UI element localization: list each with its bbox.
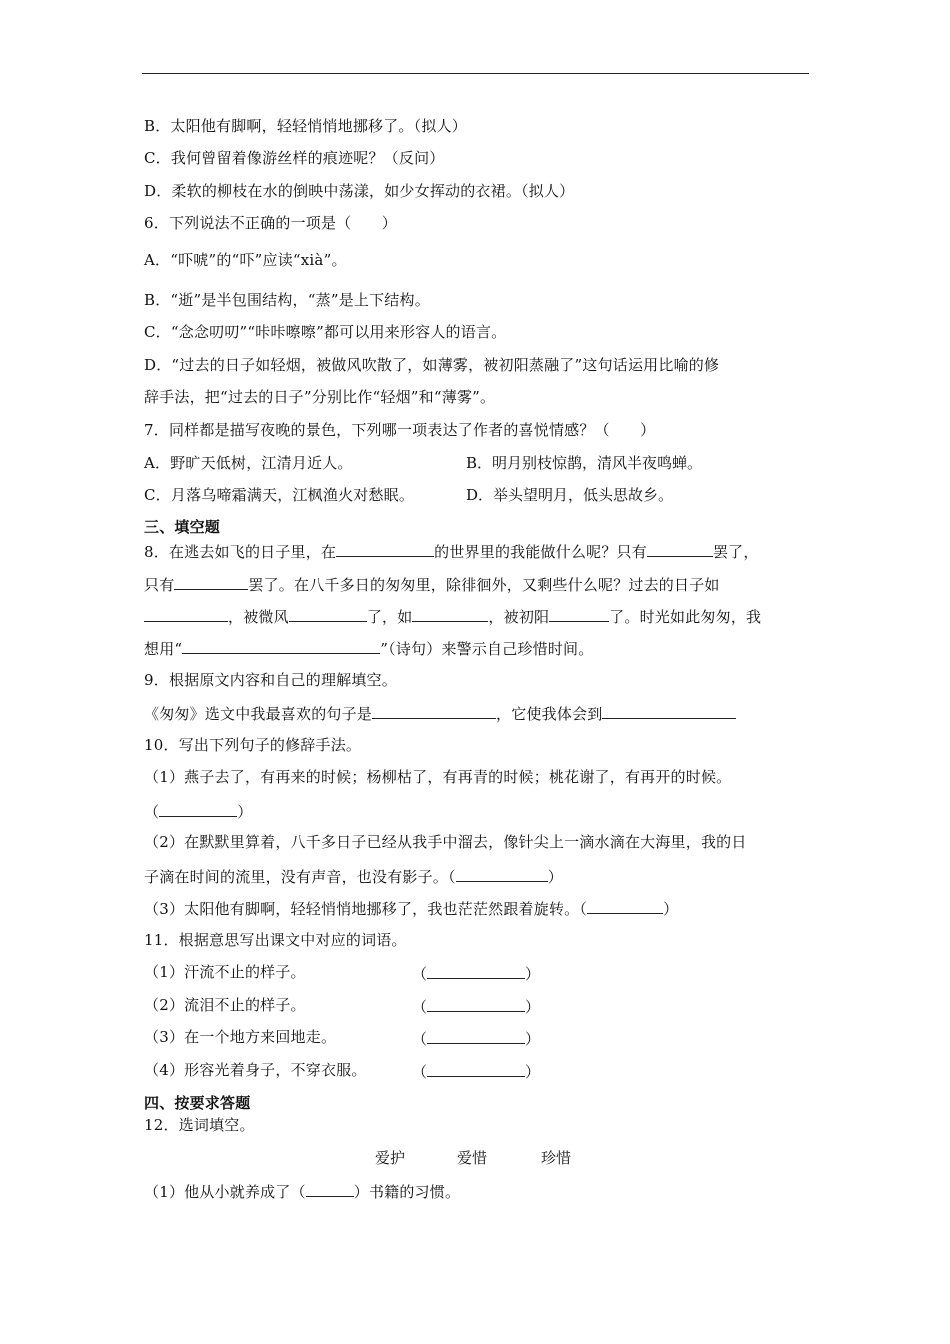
q11-blank-1[interactable] [427, 963, 525, 979]
q11-answer-2: （ ） [412, 998, 541, 1016]
q6-option-c: C．“念念叨叨”“咔咔嚓嚓”都可以用来形容人的语言。 [144, 323, 507, 341]
q8-line2: 只有 罢了。在八千多日的匆匆里，除徘徊外，又剩些什么呢？过去的日子如 [144, 576, 720, 594]
q10-blank-2[interactable] [456, 866, 548, 882]
q11-blank-4[interactable] [427, 1061, 525, 1077]
q7-option-d: D．举头望明月，低头思故乡。 [466, 486, 674, 504]
q10-sentence-3: （3）太阳他有脚啊，轻轻悄悄地挪移了，我也茫茫然跟着旋转。（ ） [144, 900, 679, 918]
section-3-heading: 三、填空题 [144, 518, 221, 536]
q6-option-d-line2: 辞手法，把“过去的日子”分别比作“轻烟”和“薄雾”。 [144, 388, 496, 406]
q11-blank-2[interactable] [427, 996, 525, 1012]
q9-blank-1[interactable] [372, 703, 496, 719]
q10-answer-1: （ ） [144, 803, 253, 821]
q8-line3: ，被微风 了，如 ，被初阳 了。时光如此匆匆，我 [144, 606, 761, 626]
q11-blank-3[interactable] [427, 1028, 525, 1044]
q6-option-d-line1: D．“过去的日子如轻烟，被做风吹散了，如薄雾，被初阳蒸融了”这句话运用比喻的修 [144, 356, 720, 374]
q12-word-3: 珍惜 [541, 1149, 572, 1167]
q12-word-1: 爱护 [375, 1149, 406, 1167]
q7-option-b: B．明月别枝惊鹊，清风半夜鸣蝉。 [466, 454, 703, 472]
q8-line1: 8．在逃去如飞的日子里，在 的世界里的我能做什么呢？只有 罢了， [144, 543, 759, 561]
q12-stem: 12．选词填空。 [144, 1116, 255, 1134]
q10-blank-3[interactable] [587, 898, 663, 914]
q10-stem: 10．写出下列句子的修辞手法。 [144, 736, 362, 754]
q8-blank-3[interactable] [174, 574, 248, 590]
q8-blank-2[interactable] [647, 541, 713, 557]
q8-blank-1[interactable] [336, 541, 434, 557]
q8-blank-4[interactable] [144, 606, 228, 622]
q12-sentence-1: （1）他从小就养成了（ ）书籍的习惯。 [144, 1183, 461, 1201]
q9-stem: 9．根据原文内容和自己的理解填空。 [144, 671, 397, 689]
q10-sentence-2-line2: 子滴在时间的流里，没有声音，也没有影子。（ ） [144, 868, 563, 886]
q10-sentence-2-line1: （2）在默默里算着，八千多日子已经从我手中溜去，像针尖上一滴水滴在大海里，我的日 [144, 833, 747, 851]
q10-blank-1[interactable] [159, 801, 237, 817]
q11-item-1: （1）汗流不止的样子。 [144, 963, 306, 981]
q8-blank-8[interactable] [182, 638, 380, 654]
q6-stem: 6．下列说法不正确的一项是（ ） [144, 214, 397, 232]
q12-blank-1[interactable] [306, 1181, 354, 1197]
q5-option-d: D．柔软的柳枝在水的倒映中荡漾，如少女挥动的衣裙。（拟人） [144, 182, 575, 200]
section-4-heading: 四、按要求答题 [144, 1094, 251, 1112]
q8-blank-6[interactable] [412, 606, 488, 622]
q6-option-b: B．“逝”是半包围结构，“蒸”是上下结构。 [144, 291, 430, 309]
q12-word-2: 爱惜 [457, 1149, 488, 1167]
q7-stem: 7．同样都是描写夜晚的景色，下列哪一项表达了作者的喜悦情感？（ ） [144, 421, 656, 439]
q11-answer-3: （ ） [412, 1030, 541, 1048]
q9-line1: 《匆匆》选文中我最喜欢的句子是 ，它使我体会到 [144, 703, 736, 723]
q11-item-3: （3）在一个地方来回地走。 [144, 1028, 337, 1046]
q11-item-2: （2）流泪不止的样子。 [144, 996, 306, 1014]
q5-option-b: B．太阳他有脚啊，轻轻悄悄地挪移了。（拟人） [144, 117, 467, 135]
q5-option-c: C．我何曾留着像游丝样的痕迹呢？（反问） [144, 149, 445, 167]
q11-answer-1: （ ） [412, 965, 541, 983]
q11-stem: 11．根据意思写出课文中对应的词语。 [144, 931, 407, 949]
q11-item-4: （4）形容光着身子，不穿衣服。 [144, 1061, 367, 1079]
q7-option-c: C．月落乌啼霜满天，江枫渔火对愁眠。 [144, 486, 415, 504]
q6-option-a: A．“吓唬”的“吓”应读“xià”。 [144, 251, 347, 269]
q8-blank-7[interactable] [549, 606, 609, 622]
q8-blank-5[interactable] [289, 606, 367, 622]
q7-option-a: A．野旷天低树，江清月近人。 [144, 454, 353, 472]
q9-blank-2[interactable] [602, 703, 736, 719]
q10-sentence-1: （1）燕子去了，有再来的时候；杨柳枯了，有再青的时候；桃花谢了，有再开的时候。 [144, 768, 732, 786]
header-rule [142, 73, 809, 74]
q11-answer-4: （ ） [412, 1063, 541, 1081]
q8-line4: 想用“ ”（诗句）来警示自己珍惜时间。 [144, 640, 594, 658]
